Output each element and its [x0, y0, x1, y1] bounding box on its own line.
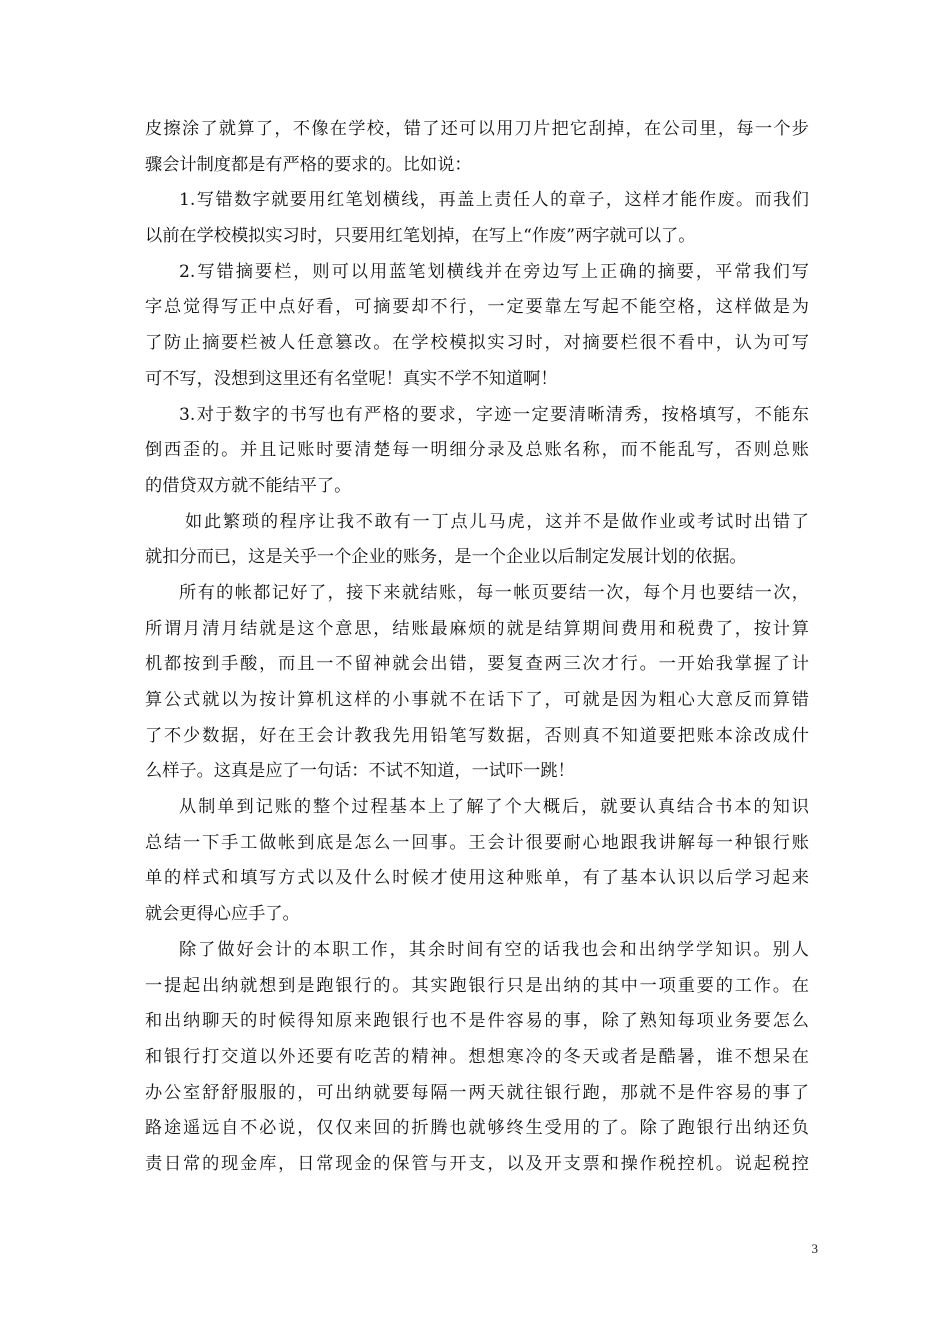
text-line: 所谓月清月结就是这个意思，结账最麻烦的就是结算期间费用和税费了，按计算	[145, 618, 809, 639]
text-line: 一提起出纳就想到是跑银行的。其实跑银行只是出纳的其中一项重要的工作。在	[145, 975, 809, 996]
text-line: 责日常的现金库，日常现金的保管与开支，以及开支票和操作税控机。说起税控	[145, 1153, 809, 1174]
text-line: 皮擦涂了就算了，不像在学校，错了还可以用刀片把它刮掉，在公司里，每一个步	[145, 119, 809, 139]
text-line: 的借贷双方就不能结平了。	[145, 475, 352, 496]
text-line: 么样子。这真是应了一句话：不试不知道，一试吓一跳！	[145, 761, 575, 782]
text-line: 从制单到记账的整个过程基本上了解了个大概后，就要认真结合书本的知识	[179, 797, 809, 818]
page-number: 3	[811, 1241, 818, 1256]
text-line: 1.写错数字就要用红笔划横线，再盖上责任人的章子，这样才能作废。而我们	[179, 190, 809, 211]
text-line: 所有的帐都记好了，接下来就结账，每一帐页要结一次，每个月也要结一次，	[179, 582, 809, 603]
text-line: 以前在学校模拟实习时，只要用红笔划掉，在写上“作废”两字就可以了。	[145, 226, 696, 247]
text-line: 除了做好会计的本职工作，其余时间有空的话我也会和出纳学学知识。别人	[179, 939, 809, 960]
text-line: 和出纳聊天的时候得知原来跑银行也不是件容易的事，除了熟知每项业务要怎么	[145, 1011, 809, 1032]
text-line: 路途遥远自不必说，仅仅来回的折腾也就够终生受用的了。除了跑银行出纳还负	[145, 1118, 809, 1139]
text-line: 就会更得心应手了。	[145, 904, 300, 925]
text-line: 可不写，没想到这里还有名堂呢！真实不学不知道啊！	[145, 368, 558, 389]
text-line: 2.写错摘要栏，则可以用蓝笔划横线并在旁边写上正确的摘要，平常我们写	[179, 261, 809, 282]
document-body	[145, 112, 809, 1183]
text-line: 单的样式和填写方式以及什么时候才使用这种账单，有了基本认识以后学习起来	[145, 868, 809, 889]
text-line: 总结一下手工做帐到底是怎么一回事。王会计很要耐心地跟我讲解每一种银行账	[145, 832, 809, 853]
text-line: 倒西歪的。并且记账时要清楚每一明细分录及总账名称，而不能乱写，否则总账	[145, 440, 809, 461]
text-line: 办公室舒舒服服的，可出纳就要每隔一两天就往银行跑，那就不是件容易的事了	[145, 1082, 809, 1103]
text-line: 机都按到手酸，而且一不留神就会出错，要复查两三次才行。一开始我掌握了计	[145, 654, 809, 675]
text-line: 3.对于数字的书写也有严格的要求，字迹一定要清晰清秀，按格填写，不能东	[179, 404, 809, 425]
text-line: 如此繁琐的程序让我不敢有一丁点儿马虎，这并不是做作业或考试时出错了	[185, 511, 809, 532]
text-line: 字总觉得写正中点好看，可摘要却不行，一定要靠左写起不能空格，这样做是为	[145, 297, 809, 318]
text-line: 和银行打交道以外还要有吃苦的精神。想想寒冷的冬天或者是酷暑，谁不想呆在	[145, 1046, 809, 1067]
text-line: 骤会计制度都是有严格的要求的。比如说：	[145, 154, 472, 175]
text-line: 算公式就以为按计算机这样的小事就不在话下了，可就是因为粗心大意反而算错	[145, 690, 809, 710]
text-line: 了防止摘要栏被人任意篡改。在学校模拟实习时，对摘要栏很不看中，认为可写	[145, 333, 809, 354]
text-line: 了不少数据，好在王会计教我先用铅笔写数据，否则真不知道要把账本涂改成什	[145, 725, 809, 746]
text-line: 就扣分而已，这是关乎一个企业的账务，是一个企业以后制定发展计划的依据。	[145, 547, 747, 568]
